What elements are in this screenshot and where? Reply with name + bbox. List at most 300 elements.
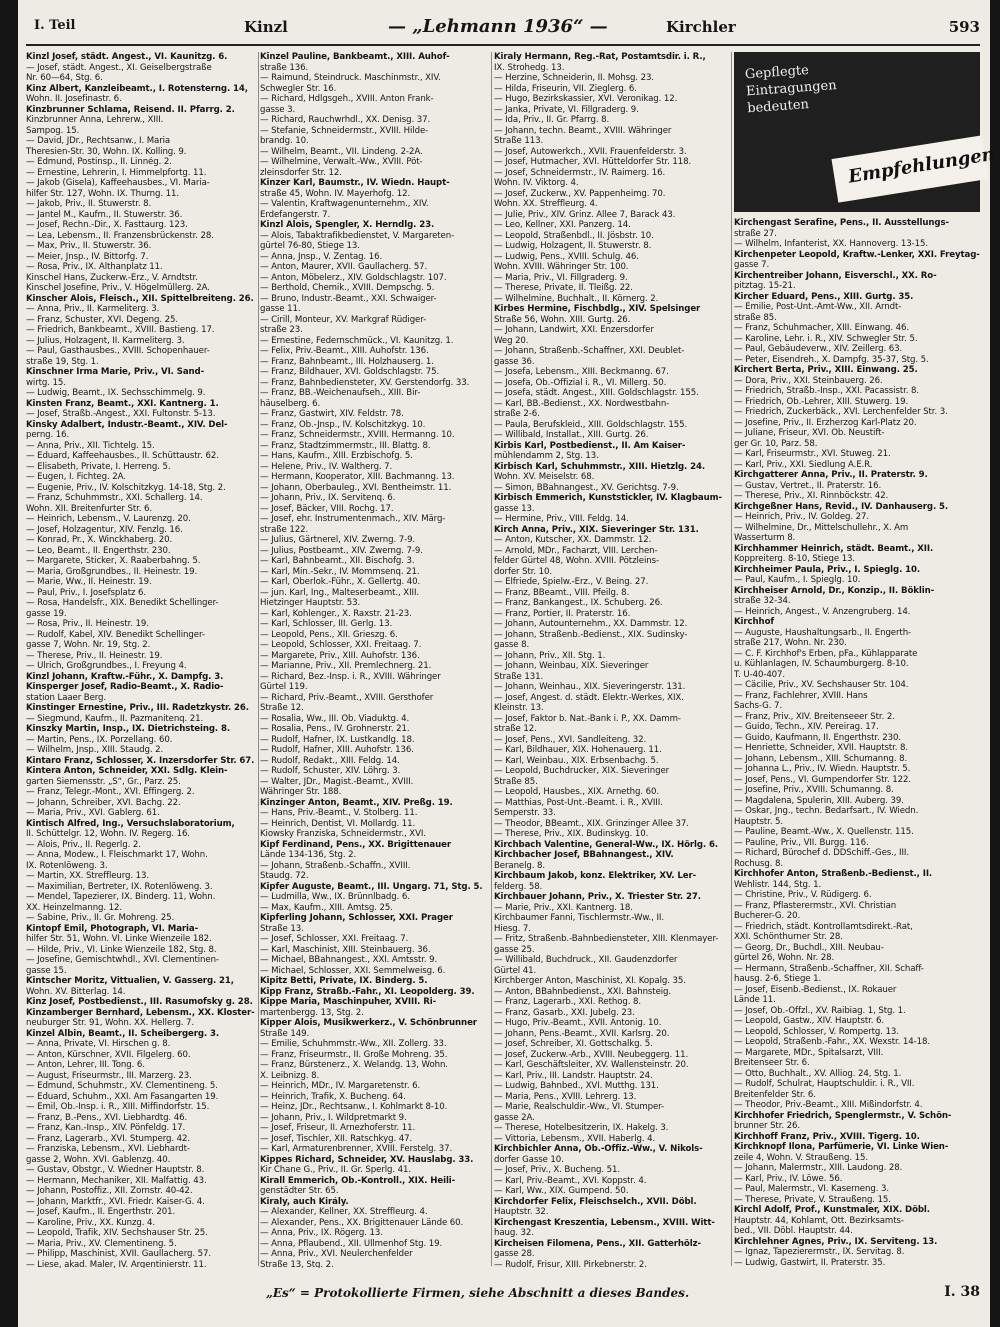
- directory-entry-line: — Josefine, Gemischtwhdl., XVI. Clementinen-: [26, 955, 219, 965]
- directory-entry-line: — Leopold, Gastw., XIV. Hauptstr. 6.: [734, 1016, 885, 1026]
- directory-entry-line: Straße 85.: [494, 776, 538, 787]
- directory-entry-line: straße 45, Wohn. IV. Mayerhofg. 12.: [260, 188, 411, 199]
- directory-entry-line: — Josef, Pens., XVI. Sandleiteng. 32.: [494, 734, 647, 745]
- directory-entry-line: — Rudolf, Kabel, XIV. Benedikt Schellinger-: [26, 629, 205, 640]
- directory-entry-line: — Valentin, Kraftwagenunternehm., XIV.: [260, 199, 429, 209]
- directory-entry-line: — Leo, Kellner, XXI. Panzerg. 14.: [494, 220, 631, 230]
- directory-entry-line: — Hugo, Priv.-Beamt., XVII. Antonig. 10.: [494, 1018, 662, 1028]
- directory-entry-line: — Anton, Maurer, XVII. Gaullacherg. 57.: [260, 262, 428, 272]
- directory-entry-line: — Rudolf, Schulrat, Hauptschuldir. i. R., VII.: [734, 1079, 915, 1089]
- directory-entry-line: — Raimund, Steindruck. Maschinmstr., XIV.: [260, 73, 441, 83]
- directory-entry-line: IX. Rotenlöweng. 3.: [26, 860, 108, 871]
- directory-entry-line: — Franz, Stadtzimmermstr., III. Blattg. 8.: [260, 440, 431, 451]
- directory-entry-line: — Dora, Priv., XXI. Steinbauerg. 26.: [734, 375, 883, 386]
- directory-entry-line: mühlendamm 2, Stg. 13.: [494, 451, 599, 461]
- directory-entry-line: — Rudolf, Frisur, XIII. Pirkebnerstr. 2.: [494, 1259, 647, 1268]
- directory-entry-line: — Anna, Private, VI. Hirschen g. 8.: [26, 1039, 171, 1049]
- directory-entry-line: — Josef, Straßb.-Angest., XXI. Fultonstr. 5-13.: [26, 409, 216, 419]
- directory-entry-line: — Leopold, Buchdrucker, XIX. Sieveringer: [494, 766, 670, 776]
- directory-entry-line: — Karl, Kohlenger., X. Raxstr. 21-23.: [260, 608, 412, 619]
- directory-entry-line: — Josef, Rechn.-Dir., X. Fasttaurg. 123.: [26, 220, 188, 230]
- directory-entry-line: — Josefa, städt. Angest., XIII. Goldschlagstr. 155.: [494, 388, 699, 398]
- directory-entry-line: Straße 13, Stg. 2.: [260, 1259, 334, 1268]
- directory-entry-line: — Josef, Kaufm., II. Engerthstr. 201.: [26, 1207, 176, 1217]
- directory-entry-line: — Maria, Priv., XV. Clementineng. 5.: [26, 1238, 177, 1249]
- directory-entry-line: — Alexander, Pens., XX. Brigittenauer Lände 60.: [260, 1217, 464, 1228]
- directory-entry-line: — Bruno, Industr.-Beamt., XXI. Schwaiger-: [260, 293, 437, 304]
- directory-entry-line: Straße 149.: [260, 1028, 310, 1039]
- directory-entry-line: u. Kühlanlagen, IV. Schaumburgerg. 8-10.: [734, 659, 909, 669]
- directory-entry-line: Kinszky Martin, Insp., IX. Dietrichsteing. 8.: [26, 724, 231, 734]
- ad-banner-text: Empfehlungen: [846, 143, 997, 188]
- directory-entry-line: gasse 11.: [260, 304, 301, 314]
- directory-entry-line: Kircheisen Filomena, Pens., XII. Gatterhölz-: [494, 1238, 701, 1249]
- directory-entry-line: — Richard, Bürochef d. DDSchiff.-Ges., III.: [734, 848, 909, 858]
- directory-entry-line: Kirchbacher Josef, BBahnangest., XIV.: [494, 850, 674, 860]
- directory-entry-line: Kinschel Josefine, Priv., V. Högelmüllerg. 2A.: [26, 283, 210, 293]
- directory-entry-line: — Eduard, Kaffeehausbes., II. Schüttaustr. 62.: [26, 451, 219, 461]
- directory-entry-line: gasse 2, Wohn. XVI. Gablenzg. 40.: [26, 1154, 171, 1165]
- directory-entry-line: Kirchhofer Anton, Straßenb.-Bedienst., II.: [734, 869, 933, 879]
- directory-entry-line: — Josef, ehr. Instrumentenmach., XIV. Märg-: [260, 514, 446, 524]
- directory-entry-line: — Franz, Priv., XIV. Breitenseeer Str. 2.: [734, 711, 895, 722]
- directory-entry-line: — Herzine, Schneiderin, II. Mohsg. 23.: [494, 73, 654, 83]
- directory-entry-line: Kinsky Adalbert, Industr.-Beamt., XIV. Del-: [26, 419, 228, 430]
- directory-entry-line: Nr. 60—64, Stg. 6.: [26, 73, 103, 83]
- directory-entry-line: — Leopold, Straßenbdl., II. Jösbstr. 10.: [494, 230, 654, 241]
- directory-entry-line: Beranelg. 8.: [494, 860, 546, 871]
- directory-entry-line: station Laaer Berg.: [26, 692, 107, 703]
- directory-entry-line: Kirchbichler Anna, Ob.-Offiz.-Ww., V. Nikols-: [494, 1144, 703, 1154]
- directory-entry-line: gasse 7.: [734, 260, 770, 270]
- directory-entry-line: Wohn. XVIII. Währinger Str. 100.: [494, 262, 629, 272]
- directory-entry-line: Kinzel Pauline, Bankbeamt., XIII. Auhof-: [260, 52, 450, 62]
- directory-entry-line: — Johann, Weinbau, XIX. Sieveringer: [494, 661, 649, 671]
- directory-entry-line: gasse 28.: [494, 1249, 535, 1259]
- directory-entry-line: — Leopold, Hausbes., XIX. Arnethg. 60.: [494, 787, 659, 797]
- directory-entry-line: — Maria, Priv., XVI. Gablerg. 61.: [26, 808, 160, 818]
- directory-entry-line: dorfer Gasse 10.: [494, 1154, 564, 1165]
- directory-entry-line: Kirchlehner Agnes, Priv., IX. Serviteng. 13.: [734, 1236, 938, 1247]
- directory-entry-line: — Therese, Private, II. Tleißg. 22.: [494, 283, 633, 293]
- directory-entry-line: — Paula, Berufskleid., XIII. Goldschlagstr. 155.: [494, 419, 688, 430]
- directory-entry-line: IX. Strohedg. 13.: [494, 62, 565, 73]
- directory-entry-line: — Alexander, Kellner, XX. Streffleurg. 4.: [260, 1207, 428, 1217]
- directory-entry-line: — Josef, Priv., X. Bucheng. 51.: [494, 1165, 621, 1175]
- page-header: [26, 4, 980, 46]
- directory-entry-line: — Karl, Friseurmstr., XVI. Stuweg. 21.: [734, 449, 891, 459]
- directory-entry-line: bed., VII. Döbl. Hauptstr. 44.: [734, 1226, 853, 1236]
- directory-entry-line: straße 27.: [734, 228, 777, 239]
- directory-entry-line: straße 23.: [260, 325, 303, 335]
- directory-entry-line: Kintera Anton, Schneider, XXI. Sdlg. Klein-: [26, 766, 228, 776]
- directory-entry-line: — Franz, Telegr.-Mont., XVI. Effingerg. 2.: [26, 787, 195, 797]
- directory-entry-line: — Wilhelmine, Verwalt.-Ww., XVIII. Pöt-: [260, 157, 423, 167]
- directory-entry-line: — Marie, Priv., XXI. Kantnerg. 18.: [494, 902, 633, 913]
- directory-entry-line: — Hermann, Straßenb.-Schaffner, XII. Schaff-: [734, 963, 924, 974]
- directory-entry-line: Kirbisch Karl, Schuhmmstr., XIII. Hietzlg. 24.: [494, 461, 705, 472]
- directory-entry-line: — Maria, Pens., XVIII. Lehrerg. 13.: [494, 1091, 637, 1102]
- directory-entry-line: Gürtel 41.: [494, 965, 537, 976]
- directory-entry-line: — Johann, Pens.-Beamt., XVII. Karlsrg. 20.: [494, 1028, 670, 1039]
- directory-entry-line: — Richard, Bez.-Insp. i. R., XVIII. Währinger: [260, 671, 441, 682]
- directory-entry-line: — Johann, Autounternehm., XX. Dammstr. 12.: [494, 619, 688, 629]
- directory-entry-line: — Meier, Jnsp., IV. Bittorfg. 7.: [26, 251, 149, 262]
- directory-entry-line: — Therese, Hotelbesitzerin, IX. Hakelg. 3.: [494, 1123, 669, 1133]
- directory-entry-line: — Karl, Priv., XXI. Siedlung A.E.R.: [734, 459, 873, 470]
- directory-entry-line: — Pauline, Beamt.-Ww., X. Quellenstr. 115.: [734, 827, 914, 837]
- directory-entry-line: — Johann, Marktfr., XVI. Friedr. Kaiser-G. 4.: [26, 1196, 205, 1207]
- directory-entry-line: — Heinrich, Priv., IV. Goldeg. 27.: [734, 512, 870, 522]
- directory-entry-line: hilfer Str. 51, Wohn. VI. Linke Wienzeile 182.: [26, 934, 212, 944]
- directory-entry-line: Kirbis Karl, Postbedienst., II. Am Kaiser-: [494, 440, 686, 451]
- directory-entry-line: — Josef, Hutmacher, XVI. Hütteldorfer Str. 118.: [494, 157, 692, 167]
- column-divider: [731, 52, 732, 1266]
- directory-entry-line: — Franz, Schuhmmstr., XXI. Schallerg. 14.: [26, 493, 203, 503]
- directory-entry-line: — Auguste, Haushaltungsarb., II. Engerth-: [734, 627, 912, 638]
- directory-entry-line: — Rosa, Priv., II. Heinestr. 19.: [26, 619, 149, 629]
- directory-entry-line: — Liese, akad. Maler, IV. Argentinierstr. 11.: [26, 1259, 207, 1268]
- directory-entry-line: — Emil, Ob.-Insp. i. R., XIII. Miffindorfstr. 15.: [26, 1102, 210, 1112]
- directory-entry-line: — Gustav, Vertret., II. Praterstr. 16.: [734, 480, 882, 491]
- directory-entry-line: Kirchgatterer Anna, Priv., II. Praterstr. 9.: [734, 470, 928, 480]
- directory-entry-line: — Guido, Kaufmann, II. Engerthstr. 230.: [734, 732, 902, 743]
- directory-entry-line: — Hilda, Friseurin, VII. Zieglerg. 6.: [494, 83, 637, 94]
- directory-entry-line: — Alois, Priv., II. Regerlg. 2.: [26, 839, 141, 850]
- directory-entry-line: Straße 12.: [260, 703, 304, 713]
- directory-entry-line: — Elisabeth, Private, I. Herreng. 5.: [26, 461, 171, 472]
- footer-note: „Es“ = Protokollierte Firmen, siehe Abschnitt a dieses Bandes.: [266, 1286, 690, 1300]
- directory-entry-line: — Johanna L., Priv., IV. Wiedn. Hauptstr. 5.: [734, 764, 911, 774]
- directory-entry-line: — Josef, Zuckerw., XV. Pappenheimg. 70.: [494, 188, 666, 199]
- directory-entry-line: Straße 13.: [260, 923, 304, 934]
- directory-entry-line: — Edmund, Schuhmstr., XV. Clementineng. 5.: [26, 1081, 218, 1091]
- directory-entry-line: — Franz, Schneidermstr., XVIII. Hermanng. 10.: [260, 430, 455, 440]
- directory-entry-line: — Karoline, Lehr. i. R., XIV. Schwegler Str. 5.: [734, 333, 918, 344]
- directory-entry-line: — Helene, Priv., IV. Waltherg. 7.: [260, 461, 393, 472]
- directory-entry-line: — Franz, BBeamt., VIII. Pfeilg. 8.: [494, 587, 630, 598]
- directory-entry-line: — Franz, Ob.-Jnsp., IV. Kolschitzkyg. 10.: [260, 419, 426, 430]
- directory-entry-line: — Karl, Min.-Sekr., IV. Mommsenq. 21.: [260, 566, 420, 577]
- directory-entry-line: — Ida, Priv., II. Gr. Pfarrg. 8.: [494, 115, 610, 125]
- directory-entry-line: — Johann, Oberbauleg., XVI. Bentheimstr. 11.: [260, 482, 452, 493]
- directory-entry-line: — Hermann, Mechaniker, XII. Malfattig. 43.: [26, 1175, 207, 1186]
- directory-entry-line: Hiesg. 7.: [494, 923, 531, 934]
- directory-entry-line: Kirchl Adolf, Prof., Kunstmaler, XIX. Döbl.: [734, 1205, 930, 1215]
- directory-entry-line: — Josefine, Priv., II. Erzherzog Karl-Platz 20.: [734, 417, 917, 428]
- directory-entry-line: — Franz, Lagerarb., XXI. Rethog. 8.: [494, 997, 641, 1007]
- directory-entry-line: — Anna, Priv., XVI. Neulerchenfelder: [260, 1249, 413, 1259]
- directory-entry-line: — Johann, Priv., I. Wildpretmarkt 9.: [260, 1112, 407, 1123]
- entry-column-2: [260, 52, 490, 1268]
- directory-entry-line: — Gustav, Obstgr., V. Wiedner Hauptstr. 8.: [26, 1165, 205, 1175]
- directory-entry-line: — Ludmilla, Ww., IX. Brünnlbadg. 6.: [260, 892, 410, 902]
- directory-entry-line: pitztag. 15-21.: [734, 281, 796, 291]
- directory-entry-line: hilfer Str. 127, Wohn. IX. Thurng. 11.: [26, 188, 179, 199]
- directory-entry-line: — Fritz, Straßenb.-Bahnbediensteter, XIII. Klenmayer-: [494, 934, 719, 944]
- directory-entry-line: — Hugo, Bezirkskassier, XVI. Veronikag. 12.: [494, 94, 678, 104]
- directory-entry-line: — Anna, Priv., IX. Rögerg. 13.: [260, 1228, 383, 1238]
- directory-entry-line: Kintscher Moritz, Vittualien, V. Gasserg. 21,: [26, 976, 234, 986]
- directory-entry-line: — Therese, Private, V. Straußeng. 15.: [734, 1194, 891, 1205]
- directory-entry-line: — Julie, Priv., XIV. Grinz. Allee 7, Barack 43.: [494, 209, 676, 220]
- directory-entry-line: — Josef, Pens., VI. Gumpendorfer Str. 122.: [734, 774, 911, 785]
- directory-entry-line: — Hermann, Kooperator, XIII. Bachmanng. 13.: [260, 472, 455, 482]
- entry-column-4: [734, 218, 980, 1268]
- directory-entry-line: häuselberg. 6.: [260, 398, 321, 409]
- directory-entry-line: — Therese, Priv., II. Heinestr. 19.: [26, 650, 163, 661]
- directory-entry-line: Hauptstr. 32.: [494, 1207, 549, 1217]
- directory-entry-line: Kirch Anna, Priv., XIX. Sieveringer Str. 131.: [494, 524, 699, 535]
- directory-entry-line: — Margarete, MDr., Spitalsarzt, VIII.: [734, 1047, 884, 1058]
- directory-entry-line: — Richard, Priv.-Beamt., XVIII. Gersthofer: [260, 692, 434, 703]
- directory-entry-line: Wohn. XV. Bitterlag. 14.: [26, 986, 126, 997]
- directory-entry-line: Sachs-G. 7.: [734, 701, 783, 711]
- directory-entry-line: Kir Chane G., Priv., II. Gr. Sperlg. 41.: [260, 1165, 411, 1175]
- directory-entry-line: — Anton, Kürschner, XVII. Filgelerg. 60.: [26, 1049, 191, 1060]
- directory-entry-line: — Marie, Ww., II. Heinestr. 19.: [26, 577, 152, 587]
- directory-entry-line: Wasserturm 8.: [734, 533, 796, 543]
- directory-entry-line: Kinschel Hans, Zuckerw.-Erz., V. Arndtstr.: [26, 272, 198, 283]
- directory-entry-line: — Ludwig, Pens., XVIII. Schulg. 46.: [494, 251, 639, 262]
- directory-entry-line: Kirchengast Kreszentia, Lebensm., XVIII. Witt-: [494, 1217, 715, 1228]
- directory-entry-line: Kirall Emmerich, Ob.-Kontroll., XIX. Heili-: [260, 1175, 456, 1186]
- directory-entry-line: felder Gürtel 48, Wohn. XVIII. Pötzleins-: [494, 556, 659, 566]
- directory-entry-line: — Maximilian, Bertreter, IX. Rotenlöweng. 3.: [26, 881, 213, 892]
- directory-entry-line: gasse 36.: [494, 356, 535, 367]
- directory-entry-line: — Heinrich, Angest., V. Anzengruberg. 14.: [734, 606, 911, 617]
- directory-entry-line: Breitenfelder Str. 6.: [734, 1089, 816, 1100]
- directory-entry-line: Kirbes Hermine, Fischbdlg., XIV. Spelsinger: [494, 304, 701, 314]
- directory-entry-line: genstädter Str. 65.: [260, 1186, 339, 1196]
- directory-entry-line: — Anna, Priv., XII. Tichtelg. 15.: [26, 440, 155, 451]
- directory-entry-line: Kinzbrunner Schlama, Reisend. II. Pfarrg. 2.: [26, 104, 235, 115]
- directory-entry-line: — Christine, Priv., V. Rüdigerg. 6.: [734, 890, 872, 900]
- directory-entry-line: Straße 131.: [494, 671, 544, 682]
- directory-entry-line: — Cäcilie, Priv., XV. Sechshauser Str. 104.: [734, 680, 909, 690]
- directory-entry-line: — Friedrich, Bankbeamt., XVIII. Bastieng. 17.: [26, 325, 215, 335]
- directory-entry-line: — Franz, Pflasterermstr., XVI. Christian: [734, 900, 897, 911]
- directory-entry-line: Kinzl Alois, Spengler, X. Herndlg. 23.: [260, 220, 435, 230]
- directory-entry-line: zeile 4, Wohn. V. Straußeng. 15.: [734, 1152, 868, 1163]
- directory-entry-line: — Eugen, I. Fichteg. 2A.: [26, 472, 126, 482]
- directory-entry-line: — Konrad, Pr., X. Winckhaberg. 20.: [26, 535, 173, 545]
- directory-entry-line: — Julius, Postbeamt., XIV. Zwerng. 7-9.: [260, 545, 423, 556]
- directory-entry-line: gasse 3.: [260, 104, 296, 115]
- directory-entry-line: — Julius, Gärtnerel, XIV. Zwerng. 7-9.: [260, 535, 416, 545]
- directory-entry-line: haug. 32.: [494, 1228, 534, 1238]
- directory-entry-line: Kirchhofer Friedrich, Spenglermstr., V. Schön-: [734, 1110, 952, 1121]
- directory-entry-line: Kipper Alois, Musikwerkerz., V. Schönbrunner: [260, 1018, 477, 1028]
- directory-entry-line: — Ignaz, Tapezierermstr., IX. Servitag. 8.: [734, 1247, 905, 1257]
- directory-entry-line: — Wilhelm, Jnsp., XIII. Staudg. 2.: [26, 745, 164, 755]
- directory-entry-line: — Franz, Friseurmstr., II. Große Mohreng. 35.: [260, 1049, 448, 1060]
- directory-entry-line: Kipp Franz, Straßb.-Fahr., XI. Leopolderg. 39.: [260, 986, 475, 997]
- directory-entry-line: Kiowsky Franziska, Schneidermstr., XVI.: [260, 829, 426, 839]
- directory-entry-line: — Anna, Modew., I. Fleischmarkt 17, Wohn.: [26, 850, 208, 860]
- directory-entry-line: — Ludwig, Gastwirt, II. Praterstr. 35.: [734, 1257, 886, 1268]
- directory-entry-line: — Eugenie, Priv., IV. Kolschitzkyg. 14-18, Stg. 2.: [26, 482, 226, 493]
- directory-entry-line: — Wilhelm, Beamt., VII. Lindeng. 2-2A.: [260, 146, 423, 157]
- directory-entry-line: — Ernestine, Lehrerin, I. Himmelpfortg. 11.: [26, 167, 207, 178]
- directory-entry-line: — Friedrich, Zuckerbäck., XVI. Lerchenfelder Str. 3.: [734, 407, 948, 417]
- column-divider: [491, 52, 492, 1266]
- directory-entry-line: — Ulrich, Großgrundbes., I. Freyung 4.: [26, 661, 187, 671]
- directory-entry-line: straße 19, Stg. 1.: [26, 356, 99, 367]
- directory-entry-line: Währinger Str. 188.: [260, 787, 342, 797]
- directory-entry-line: — Rudolf, Hafner, XIII. Auhofstr. 136.: [260, 745, 414, 755]
- directory-entry-line: — Johann, Priv., XII. Stg. 1.: [494, 650, 606, 661]
- directory-entry-line: hausg. 2-6, Stiege 1.: [734, 974, 822, 984]
- directory-entry-line: straße 32-34.: [734, 596, 791, 606]
- directory-entry-line: — Karl, Geschäftsleiter, XV. Wallensteinstr. 20.: [494, 1060, 689, 1070]
- directory-entry-line: straße 85.: [734, 312, 777, 323]
- page-number: 593: [948, 18, 980, 36]
- directory-entry-line: garten Siemensstr. „S“, Gr., Parz. 25.: [26, 776, 181, 787]
- directory-entry-line: Kinzamberger Bernhard, Lebensm., XX. Kloster-: [26, 1007, 255, 1018]
- directory-entry-line: Kirchhof: [734, 617, 775, 627]
- directory-entry-line: Koppreiterg. 8-10, Stiege 13.: [734, 554, 856, 564]
- directory-entry-line: — Paul, Gebäudeverw., XIV. Zeillerg. 63.: [734, 344, 903, 354]
- directory-entry-line: — Leopold, Pens., XII. Grieszg. 6.: [260, 629, 398, 640]
- directory-entry-line: — Marie, Realschuldir.-Ww., VI. Stumper-: [494, 1102, 665, 1112]
- directory-entry-line: — Josef, Friseur, II. Arnezhoferstr. 11.: [260, 1123, 416, 1133]
- directory-entry-line: — David, JDr., Rechtsanw., I. Maria: [26, 136, 171, 146]
- directory-entry-line: — Theodor, BBeamt., XIX. Grinzinger Allee 37.: [494, 818, 689, 829]
- directory-entry-line: — Franz, BB.-Weichenaufseh., XIII. Bir-: [260, 388, 421, 398]
- directory-entry-line: — Franz, Bahnbeamt., III. Holzhauserg. 1.: [260, 356, 434, 367]
- directory-entry-line: — Matthias, Post-Unt.-Beamt. i. R., XVIII.: [494, 797, 663, 808]
- directory-entry-line: — Franz, Gasarb., XXI. Jubelg. 23.: [494, 1007, 635, 1018]
- directory-entry-line: straße 2-6.: [494, 409, 540, 419]
- directory-entry-line: — Hilde, Priv., VI. Linke Wienzeile 182, Stg. 8.: [26, 944, 217, 955]
- directory-entry-line: — Guido, Techn., XIV. Pereirag. 17.: [734, 722, 879, 732]
- directory-entry-line: — Josef, Holzagentur, XIV. Fenzlg. 16.: [26, 524, 183, 535]
- directory-entry-line: Wohn. XX. Streffleurg. 4.: [494, 199, 598, 209]
- directory-entry-line: Hauptstr. 44, Kohlamt, Ott. Bezirksamts-: [734, 1215, 904, 1226]
- directory-entry-line: — Franz, Schuster, XVI. Degeng. 25.: [26, 314, 179, 325]
- directory-entry-line: — Josef, Schneidermstr., IV. Raimerg. 16.: [494, 167, 666, 178]
- directory-entry-line: — Johann, techn. Beamt., XVIII. Währinger: [494, 125, 672, 136]
- directory-entry-line: — Lea, Lebensm., II. Franzensbrückenstr. 28.: [26, 230, 214, 241]
- directory-entry-line: Erdefangerstr. 7.: [260, 209, 331, 220]
- volume-code: I. 38: [944, 1284, 980, 1300]
- directory-entry-line: Kirchenpeter Leopold, Kraftw.-Lenker, XXI. Freytag-: [734, 249, 980, 260]
- directory-entry-line: — Heinrich, Dentist, VI. Mollardg. 11.: [260, 818, 416, 829]
- directory-entry-line: — Michael, BBahnangest., XXI. Amtsstr. 9.: [260, 955, 438, 965]
- directory-entry-line: Kirchberger Anton, Maschinist, XI. Kopalg. 35.: [494, 976, 686, 986]
- directory-entry-line: straße 122.: [260, 524, 309, 535]
- directory-entry-line: Kirchbaum Jakob, konz. Elektriker, XV. Ler-: [494, 871, 697, 881]
- directory-entry-line: — Leopold, Trafik, XIV. Sechshauser Str. 25.: [26, 1228, 208, 1238]
- directory-entry-line: — Theodor, Priv.-Beamt., XIII. Mißindorfstr. 4.: [734, 1100, 923, 1110]
- directory-entry-line: gasse 7, Wohn. Nr. 19, Stg. 2.: [26, 640, 151, 650]
- directory-entry-line: gasse 15.: [26, 965, 67, 976]
- directory-entry-line: — Karl, Maschinist, XIII. Steinbauerg. 36.: [260, 944, 431, 955]
- directory-entry-line: Kipf Ferdinand, Pens., XX. Brigittenauer: [260, 839, 451, 850]
- directory-entry-line: — Heinz, JDr., Rechtsanw., I. Kohlmarkt 8-10.: [260, 1102, 448, 1112]
- directory-entry-line: — Johann, Landwirt, XXI. Enzersdorfer: [494, 325, 654, 335]
- directory-entry-line: — Karl, Priv., III. Landstr. Hauptstr. 24.: [494, 1070, 653, 1081]
- directory-entry-line: — Jantel M., Kaufm., II. Stuwerstr. 36.: [26, 209, 183, 220]
- directory-entry-line: Hietzinger Hauptstr. 53.: [260, 598, 361, 608]
- directory-entry-line: Lände 134-136, Stg. 2.: [260, 850, 357, 860]
- directory-entry-line: gasse 25.: [494, 944, 535, 955]
- directory-entry-line: — Josef, Schlosser, XXI. Freitaag. 7.: [260, 934, 409, 944]
- directory-entry-line: — Rudolf, Schuster, XIV. Löhrg. 3.: [260, 766, 401, 776]
- directory-entry-line: — Franz, Schuhmacher, XIII. Einwang. 46.: [734, 323, 910, 333]
- directory-entry-line: Kirchert Berta, Priv., XIII. Einwang. 25.: [734, 365, 918, 375]
- directory-entry-line: — Leopold, Schlosser, V. Rompertg. 13.: [734, 1026, 899, 1037]
- directory-entry-line: — Heinrich, MDr., IV. Margaretenstr. 6.: [260, 1081, 421, 1091]
- directory-entry-line: — Franziska, Lebensm., XVI. Liebhardt-: [26, 1144, 190, 1154]
- directory-entry-line: martenbergg. 13, Stg. 2.: [260, 1007, 364, 1018]
- directory-entry-line: — Otto, Buchhalt., XV. Alliog. 24, Stg. 1.: [734, 1068, 902, 1079]
- directory-entry-line: Kinsperger Josef, Radio-Beamt., X. Radio-: [26, 682, 224, 692]
- directory-entry-line: zleinsdorfer Str. 12.: [260, 167, 342, 178]
- directory-entry-line: — Therese, Priv., XIX. Budinskyg. 10.: [494, 829, 649, 839]
- directory-entry-line: Kinzinger Anton, Beamt., XIV. Preßg. 19.: [260, 797, 453, 808]
- directory-entry-line: — Wilhelm, Infanterist, XX. Hannoverg. 13-15.: [734, 239, 928, 249]
- directory-entry-line: — Arnold, MDr., Facharzt, VIII. Lerchen-: [494, 545, 658, 556]
- directory-entry-line: — Johann, Straßenb.-Schaffner, XXI. Deublet-: [494, 346, 685, 356]
- directory-entry-line: Semperstr. 33.: [494, 808, 556, 818]
- directory-entry-line: — Franz, Bankangest., IX. Schuberg. 26.: [494, 598, 663, 608]
- directory-entry-line: — Franz, Fachlehrer, XVIII. Hans: [734, 690, 868, 701]
- directory-entry-line: XXI. Schönthurner Str. 28.: [734, 932, 843, 942]
- directory-entry-line: Straße 113.: [494, 136, 544, 146]
- directory-entry-line: II. Schüttelgr. 12, Wohn. IV. Regerg. 16.: [26, 829, 190, 839]
- directory-entry-line: — Leo, Beamt., II. Engerthstr. 230.: [26, 545, 171, 556]
- directory-entry-line: Bucherer-G. 20.: [734, 911, 801, 921]
- directory-entry-line: Gürtel 119.: [260, 682, 308, 692]
- directory-entry-line: Kinschner Irma Marie, Priv., VI. Sand-: [26, 367, 205, 377]
- directory-entry-line: Kiraly Hermann, Reg.-Rat, Postamtsdir. i. R.,: [494, 52, 706, 62]
- directory-entry-line: — Rosa, Handelsfr., XIX. Benedikt Schellinger-: [26, 598, 219, 608]
- directory-entry-line: — Anton, Lehrer, III. Tong. 6.: [26, 1060, 145, 1070]
- directory-entry-line: — Anton, Möbelerz., XIV. Goldschlagstr. 107.: [260, 272, 447, 283]
- directory-entry-line: — Franz, Portier, II. Praterstr. 16.: [494, 608, 631, 619]
- directory-entry-line: — Siegmund, Kaufm., II. Pazmanitenq. 21.: [26, 713, 204, 724]
- directory-entry-line: Kiraly, auch Király.: [260, 1196, 349, 1207]
- directory-title: — „Lehmann 1936“ —: [388, 16, 608, 37]
- directory-entry-line: Kintisch Alfred, Ing., Versuchslaboratorium,: [26, 818, 235, 829]
- directory-entry-line: — Josef, Bäcker, VIII. Rochg. 17.: [260, 503, 394, 514]
- directory-entry-line: — Heinrich, Lebensm., V. Laurenzg. 20.: [26, 514, 191, 524]
- directory-entry-line: — Josef, Faktor b. Nat.-Bank i. P., XX. Damm-: [494, 713, 681, 724]
- directory-entry-line: — Josef, Tischler, XII. Ratschkyg. 47.: [260, 1133, 413, 1144]
- directory-entry-line: Kinz Josef, Postbedienst., III. Rasumofsky g. 28.: [26, 997, 253, 1007]
- directory-entry-line: Kirchdorfer Felix, Fleischselch., XVII. Döbl.: [494, 1196, 697, 1207]
- directory-entry-line: — Friedrich, Straßb.-Insp., XXI. Pacassistr. 8.: [734, 386, 920, 396]
- directory-entry-line: — Anton, BBahnbedienst., XXI. Bahnsteig.: [494, 986, 672, 997]
- directory-entry-line: — Josef, Eisenb.-Bedienst., IX. Rokauer: [734, 984, 897, 995]
- directory-entry-line: — Johann, Priv., IX. Servitenq. 6.: [260, 493, 396, 503]
- directory-entry-line: — Johann, Schreiber, XVI. Bachg. 22.: [26, 797, 181, 808]
- directory-entry-line: — Paul, Gasthausbes., XVIII. Schopenhauer-: [26, 346, 210, 356]
- directory-entry-line: felderg. 58.: [494, 881, 543, 892]
- directory-entry-line: — Henriette, Schneider, XVII. Hauptstr. 8.: [734, 743, 909, 753]
- directory-entry-line: Kipferling Johann, Schlosser, XXI. Prager: [260, 913, 453, 923]
- directory-entry-line: — Vittoria, Lebensm., XVII. Haberlg. 4.: [494, 1133, 656, 1144]
- directory-entry-line: Staudg. 72.: [260, 871, 309, 881]
- directory-entry-line: — Johann, Straßenb.-Bedienst., XIX. Sudinsky-: [494, 629, 688, 640]
- directory-entry-line: Wohn. II. Josefinastr. 6.: [26, 94, 122, 104]
- directory-entry-line: — Karl, Oberlok.-Führ., X. Gellertg. 40.: [260, 577, 421, 587]
- directory-entry-line: — Franz, Kan.-Insp., XIV. Pönfeldg. 17.: [26, 1123, 186, 1133]
- directory-entry-line: Kirchengast Serafine, Pens., II. Ausstellungs-: [734, 218, 949, 228]
- directory-entry-line: gasse 2A.: [494, 1112, 535, 1123]
